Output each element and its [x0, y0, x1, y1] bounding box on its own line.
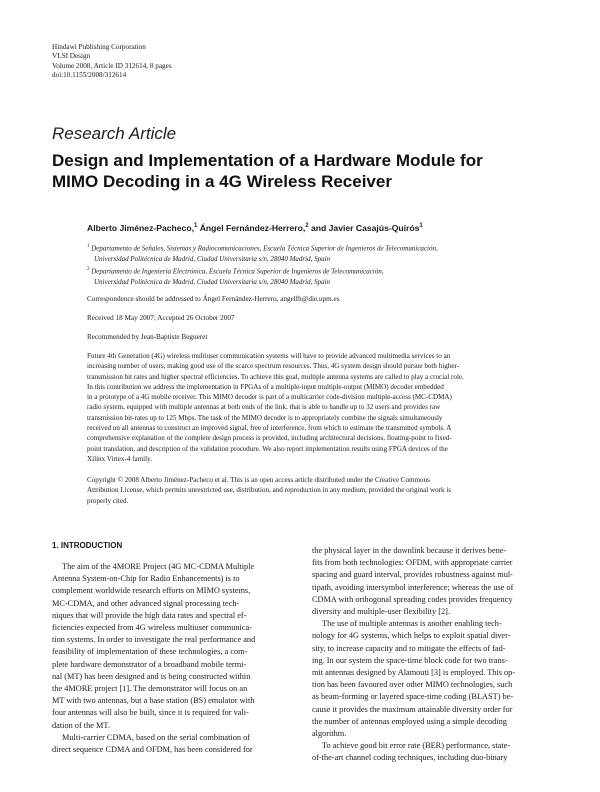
- body-text-line: spacing and guard interval, provides robustness against mul-: [312, 570, 513, 580]
- volume-info: Volume 2008, Article ID 312614, 8 pages: [52, 61, 172, 70]
- body-text-line: the 4MORE project [1]. The demonstrator will focus on an: [52, 684, 248, 694]
- body-text-line: direct sequence CDMA and OFDM, has been considered for: [52, 745, 253, 755]
- correspondence: Correspondence should be addressed to Ángel Fernández-Herrero, angelfh@die.upm.es: [87, 295, 340, 303]
- affiliation-marker: 1: [419, 223, 423, 230]
- abstract-line: in a prototype of a 4G mobile receiver. This MIMO decoder is part of a multicarrier code-division multiple-access (MC-CDMA): [87, 393, 452, 402]
- copyright-line: Copyright © 2008 Alberto Jiménez-Pacheco et al. This is an open access article distributed under the Creative Commons: [87, 476, 430, 484]
- left-column: [52, 561, 295, 756]
- affiliation-marker: 1: [193, 223, 198, 230]
- body-text-line: tipath, avoiding intersymbol interference; whereas the use of: [312, 582, 514, 592]
- article-type: Research Article: [52, 124, 177, 143]
- body-text-line: nology for 4G systems, which helps to exploit spatial diver-: [312, 631, 511, 641]
- affiliation-text: Departamento de Señales, Sistemas y Radiocomunicaciones, Escuela Técnica Superior de Ingenieros de Telecomunicación,: [91, 244, 438, 253]
- body-text-line: cause it provides the maximum attainable diversity order for: [312, 704, 513, 714]
- body-text-line: tion has been favoured over other MIMO technologies, such: [312, 680, 513, 690]
- body-text-line: the physical layer in the downlink because it derives bene-: [312, 546, 507, 555]
- paper-title: [52, 150, 552, 192]
- body-text-line: Antenna System-on-Chip for Radio Enhancements) is to: [52, 574, 240, 584]
- abstract-line: point translation, and description of the validation procedure. We also report implementation results using FPGA devices of the: [87, 444, 448, 453]
- affiliation-text: Universidad Politécnica de Madrid, Ciudad Universitaria s/n, 28040 Madrid, Spain: [94, 254, 331, 263]
- body-text-line: mit antennas designed by Alamouti [3] is employed. This op-: [312, 668, 516, 678]
- body-text-line: complement worldwide research efforts on MIMO systems,: [52, 586, 251, 596]
- body-text-line: tion systems. In order to investigate the real performance and: [52, 635, 256, 645]
- author-name: Ángel Fernández-Herrero,: [197, 223, 306, 233]
- copyright-notice: [87, 475, 550, 506]
- abstract-line: transmission bit-rates up to 125 Mbps. The task of the MIMO decoder is to appropriately combine the signals simultaneously: [87, 413, 443, 422]
- abstract-line: Future 4th Generation (4G) wireless multiuser communication systems will have to provide advanced multimedia services to an: [87, 352, 451, 360]
- doi: doi:10.1155/2008/312614: [52, 71, 127, 80]
- body-text-line: fits from both technologies: OFDM, with appropriate carrier: [312, 558, 513, 568]
- body-text-line: four antennas will also be built, since it is required for vali-: [52, 708, 249, 718]
- body-text-line: algorithm.: [312, 729, 347, 739]
- title-line: MIMO Decoding in a 4G Wireless Receiver: [52, 172, 392, 191]
- body-text-line: ing. In our system the space-time block code for two trans-: [312, 655, 508, 665]
- body-text-line: MT with two antennas, but a base station (BS) emulator with: [52, 696, 255, 706]
- body-text-line: ficiencies expected from 4G wireless multiuser communica-: [52, 623, 252, 633]
- body-text-line: Multi-carrier CDMA, based on the serial combination of: [62, 732, 251, 742]
- body-text-line: To achieve good bit error rate (BER) performance, state-: [322, 741, 511, 751]
- affiliation-marker: 2: [305, 223, 309, 230]
- body-text-line: as beam-forming or layered space-time coding (BLAST) be-: [312, 692, 514, 702]
- copyright-line: Attribution License, which permits unrestricted use, distribution, and reproduction in any medium, provided the original work is: [87, 486, 452, 495]
- body-text-line: dation of the MT.: [52, 720, 110, 730]
- author-name: Alberto Jiménez-Pacheco,: [87, 223, 194, 233]
- affiliation-1: [87, 242, 438, 264]
- recommended-by: Recommended by Jean-Baptiste Begueret: [87, 333, 208, 341]
- title-line: Design and Implementation of a Hardware Module for: [52, 151, 483, 170]
- body-text-line: niques that will provide the high data rates and spectral ef-: [52, 610, 247, 620]
- abstract-line: radio system, equipped with multiple antennas at both ends of the link, that is able to handle up to 32 users and provides raw: [87, 403, 441, 412]
- body-text-line: of-the-art channel coding techniques, including duo-binary: [312, 753, 508, 763]
- affiliation-2: [87, 265, 384, 287]
- body-text-line: the number of antennas employed using a simple decoding: [312, 716, 507, 726]
- abstract-line: comprehensive explanation of the complete design process is provided, including architectural decisions, floating-point to fixed-: [87, 434, 452, 443]
- journal-name: VLSI Design: [52, 52, 91, 61]
- affiliation-number: 1: [87, 244, 90, 249]
- body-text-line: CDMA with orthogonal spreading codes provides frequency: [312, 594, 513, 604]
- abstract-line: increasing number of users, making good use of the scarce spectrum resources. Thus, 4G system design should pursue both higher-: [87, 362, 460, 371]
- abstract: [87, 351, 550, 464]
- body-text-line: MC-CDMA, and other advanced signal processing tech-: [52, 598, 240, 608]
- section-heading-introduction: 1. INTRODUCTION: [52, 541, 123, 550]
- body-text-line: The use of multiple antennas is another enabling tech-: [322, 619, 502, 629]
- affiliation-text: Departamento de Ingeniería Electrónica, Escuela Técnica Superior de Ingenieros de Telecomunicación,: [91, 267, 384, 276]
- abstract-line: transmission bit rates and higher spectral efficiencies. To achieve this goal, multiple antenna systems are called to play a crucial role.: [87, 372, 464, 381]
- affiliation-text: Universidad Politécnica de Madrid, Ciudad Universitaria s/n, 28040 Madrid, Spain: [94, 277, 331, 286]
- abstract-line: Xilinx Virtex-4 family.: [87, 454, 152, 463]
- body-text-line: diversity and multiple-user flexibility [2].: [312, 607, 451, 617]
- author-list: [87, 223, 423, 233]
- abstract-line: received on all antennas to construct an improved signal, free of interference, from which to estimate the transmitted symbols. A: [87, 424, 452, 433]
- author-name: and Javier Casajús-Quirós: [308, 223, 420, 233]
- copyright-line: properly cited.: [87, 496, 129, 505]
- publisher: Hindawi Publishing Corporation: [52, 43, 146, 51]
- body-text-line: The aim of the 4MORE Project (4G MC-CDMA Multiple: [62, 562, 255, 571]
- body-text-line: plete hardware demonstrator of a broadband mobile termi-: [52, 659, 247, 669]
- body-text-line: nal (MT) has been designed and is being constructed within: [52, 671, 251, 681]
- body-text-line: feasibility of implementation of these technologies, a com-: [52, 647, 248, 657]
- received-accepted-dates: Received 18 May 2007; Accepted 26 October 2007: [87, 314, 235, 322]
- body-text-line: sity, to increase capacity and to mitigate the effects of fad-: [312, 643, 506, 653]
- journal-header: [52, 43, 172, 81]
- right-column: [312, 545, 555, 765]
- abstract-line: In this contribution we address the implementation in FPGAs of a multiple-input multiple-output (MIMO) decoder embedded: [87, 382, 444, 391]
- affiliation-number: 2: [87, 267, 90, 272]
